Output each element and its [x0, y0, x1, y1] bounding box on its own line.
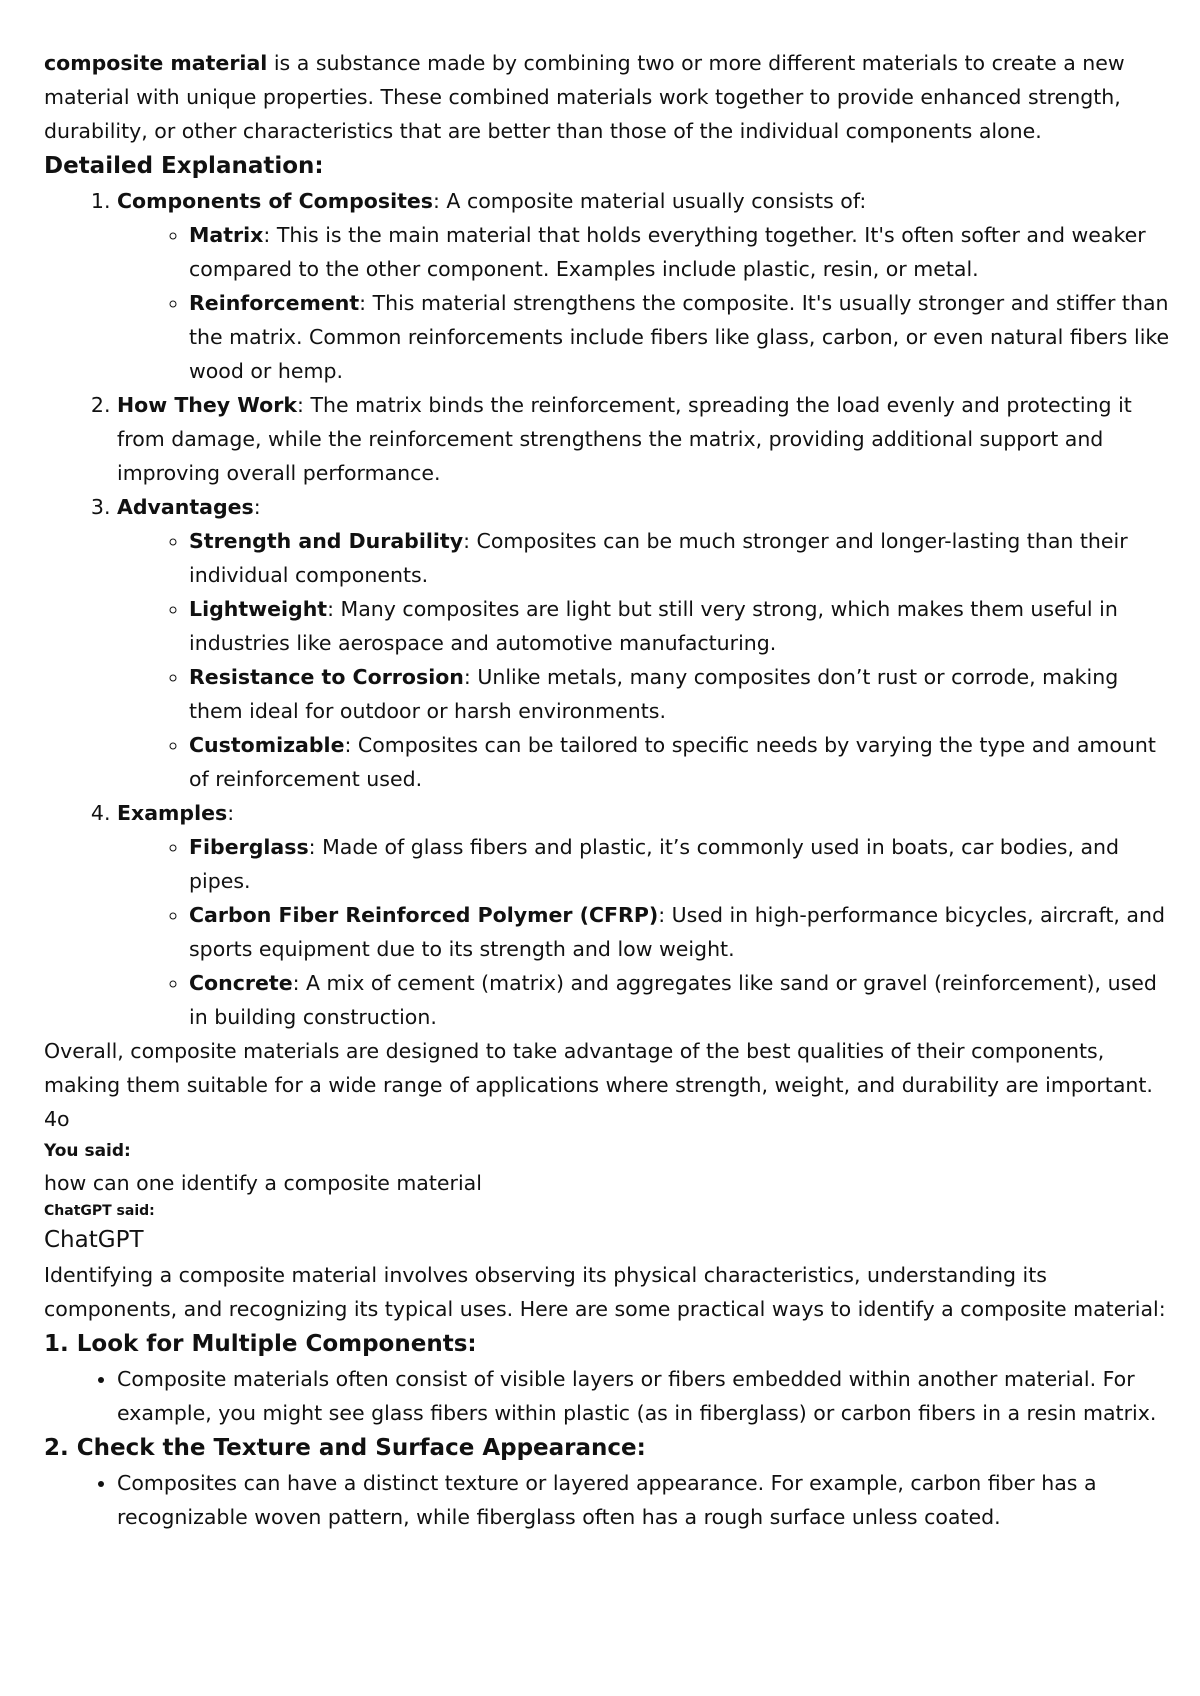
sub-item	[189, 966, 1174, 1034]
sub-item-term: Matrix	[189, 223, 264, 247]
list-item-components	[117, 184, 1174, 388]
bullet-list	[44, 1362, 1174, 1430]
section-title: How They Work	[117, 393, 298, 417]
sub-item-term: Fiberglass	[189, 835, 309, 859]
sub-item	[189, 218, 1174, 286]
sub-item	[189, 898, 1174, 966]
sub-item	[189, 830, 1174, 898]
sub-item-text: : Unlike metals, many composites don’t rust or corrode, making them ideal for outdoor or harsh environments.	[189, 665, 1119, 723]
answer-intro: Identifying a composite material involves observing its physical characteristics, understanding its components, and recognizing its typical uses. Here are some practical ways to identify a composite material:	[44, 1263, 1166, 1321]
intro-text: is a substance made by combining two or more different materials to create a new material with unique properties. These combined materials work together to provide enhanced strength, durability, or other characteristics that are better than those of the individual components alone.	[44, 51, 1125, 143]
sub-item-text: : This is the main material that holds everything together. It's often softer and weaker compared to the other component. Examples include plastic, resin, or metal.	[189, 223, 1146, 281]
sub-item-term: Carbon Fiber Reinforced Polymer (CFRP)	[189, 903, 659, 927]
section-title: Components of Composites	[117, 189, 433, 213]
section-title: Examples	[117, 801, 228, 825]
sub-item-term: Concrete	[189, 971, 293, 995]
sub-item-text: : This material strengthens the composite. It's usually stronger and stiffer than the matrix. Common reinforcements include fibers like glass, carbon, or even natural fibers like wood or hemp.	[189, 291, 1170, 383]
bullet-item: • Composite materials often consist of visible layers or fibers embedded within another material. For example, you might see glass fibers within plastic (as in fiberglass) or carbon fibers in a resin matrix.	[117, 1362, 1174, 1430]
section-text: :	[253, 495, 261, 519]
sub-item-text: : A mix of cement (matrix) and aggregates like sand or gravel (reinforcement), used in building construction.	[189, 971, 1157, 1029]
section-title: Advantages	[117, 495, 254, 519]
sub-item-term: Lightweight	[189, 597, 328, 621]
list-item-advantages	[117, 490, 1174, 796]
bullet-list	[44, 1466, 1174, 1534]
chatgpt-name: ChatGPT	[44, 1227, 144, 1253]
sub-item-term: Reinforcement	[189, 291, 360, 315]
step-heading: 2. Check the Texture and Surface Appearance:	[44, 1435, 646, 1461]
model-tag: 4o	[44, 1107, 70, 1131]
sub-item	[189, 660, 1174, 728]
user-question: how can one identify a composite material	[44, 1171, 482, 1195]
sub-item-term: Strength and Durability	[189, 529, 464, 553]
sub-item	[189, 592, 1174, 660]
sub-item-term: Customizable	[189, 733, 345, 757]
sub-item-text: : Many composites are light but still very strong, which makes them useful in industries like aerospace and automotive manufacturing.	[189, 597, 1118, 655]
bullet-item: • Composites can have a distinct texture or layered appearance. For example, carbon fiber has a recognizable woven pattern, while fiberglass often has a rough surface unless coated.	[117, 1466, 1174, 1534]
sub-item-text: : Made of glass fibers and plastic, it’s commonly used in boats, car bodies, and pipes.	[189, 835, 1120, 893]
sub-item-text: : Composites can be much stronger and longer-lasting than their individual components.	[189, 529, 1128, 587]
list-item-examples	[117, 796, 1174, 1034]
sub-item	[189, 524, 1174, 592]
sub-list	[117, 218, 1174, 388]
sub-item	[189, 728, 1174, 796]
intro-paragraph	[44, 46, 1174, 148]
you-said-label: You said:	[44, 1141, 131, 1161]
chatgpt-said-label: ChatGPT said:	[44, 1203, 155, 1219]
sub-item-text: : Composites can be tailored to specific needs by varying the type and amount of reinforcement used.	[189, 733, 1156, 791]
intro-term: composite material	[44, 51, 268, 75]
overall-paragraph: Overall, composite materials are designed to take advantage of the best qualities of their components, making them suitable for a wide range of applications where strength, weight, and durability are important.	[44, 1039, 1153, 1097]
list-item-how-they-work	[117, 388, 1174, 490]
step-heading: 1. Look for Multiple Components:	[44, 1331, 477, 1357]
section-text: : A composite material usually consists of:	[433, 189, 867, 213]
sub-item-text: : Used in high-performance bicycles, aircraft, and sports equipment due to its strength and low weight.	[189, 903, 1165, 961]
sub-item-term: Resistance to Corrosion	[189, 665, 464, 689]
detailed-explanation-heading: Detailed Explanation:	[44, 153, 324, 179]
explanation-list	[44, 184, 1174, 1034]
section-text: :	[227, 801, 235, 825]
sub-item	[189, 286, 1174, 388]
sub-list	[117, 830, 1174, 1034]
document-body	[44, 46, 1174, 1534]
sub-list	[117, 524, 1174, 796]
section-text: : The matrix binds the reinforcement, spreading the load evenly and protecting it from damage, while the reinforcement strengthens the matrix, providing additional support and improving overall performance.	[117, 393, 1132, 485]
